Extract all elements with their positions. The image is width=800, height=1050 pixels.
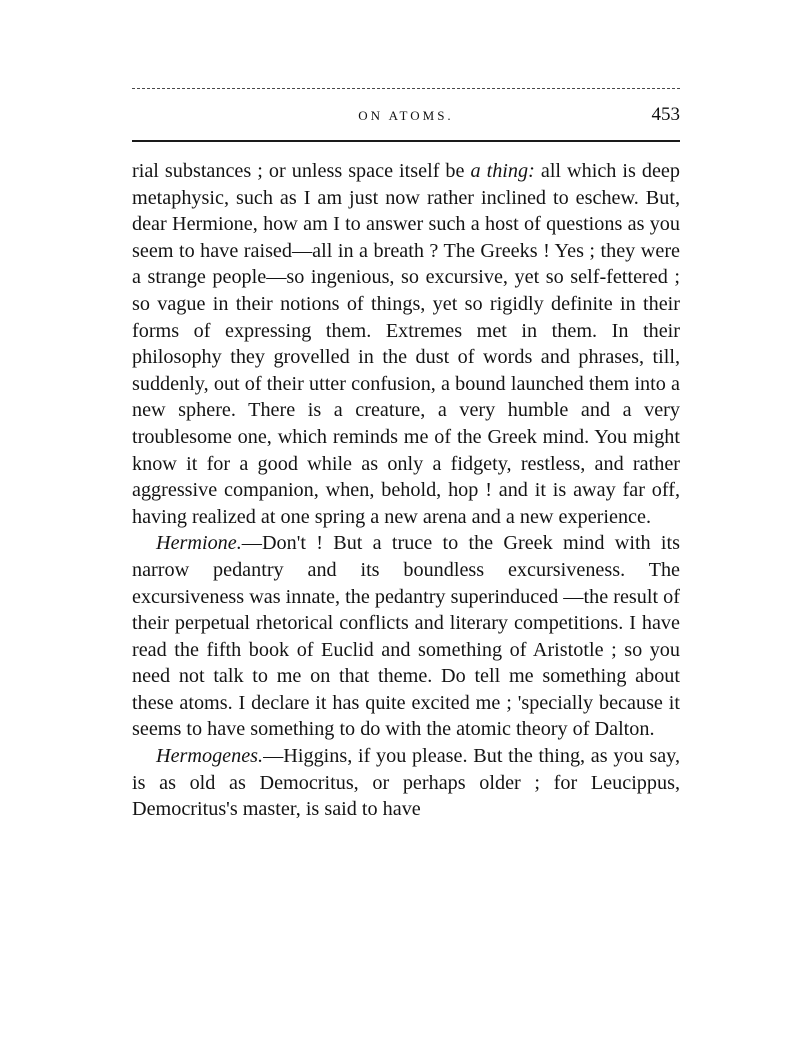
paragraph-3 bbox=[132, 743, 680, 823]
speaker-hermione: Hermione. bbox=[156, 532, 242, 555]
running-title: ON ATOMS. bbox=[358, 108, 454, 123]
page-number: 453 bbox=[651, 104, 680, 125]
body-text bbox=[132, 158, 680, 823]
running-head bbox=[132, 104, 680, 132]
paragraph-1 bbox=[132, 158, 680, 530]
paragraph-2 bbox=[132, 530, 680, 743]
paragraph-1-text-rest: all which is deep metaphysic, such as I am just now rather inclined to eschew. But, dear Hermione, how am I to answer such a host of questions as you seem to have raised—all in a breath ? The Greeks ! Yes ; they were a strange people—so ingenious, so excursive, yet so self-fettered ; so vague in their notions of things, yet so rigidly definite in their forms of expressing them. Extremes met in them. In their philosophy they grovelled in the dust of words and phrases, till, suddenly, out of their utter confusion, a bound launched them into a new sphere. There is a creature, a very humble and a very troublesome one, which reminds me of the Greek mind. You might know it for a good while as only a fidgety, restless, and rather aggressive companion, when, behold, hop ! and it is away far off, having realized at one spring a new arena and a new experience. bbox=[132, 160, 680, 528]
paragraph-3-text: —Higgins, if you please. But the thing, as you say, is as old as Democritus, or perhaps older ; for Leucippus, Democritus's master, is said to have bbox=[132, 745, 680, 821]
header-top-rule bbox=[132, 88, 680, 89]
paragraph-1-italic-phrase: a thing: bbox=[470, 160, 535, 182]
header-bottom-rule bbox=[132, 140, 680, 142]
paragraph-2-text: —Don't ! But a truce to the Greek mind with its narrow pedantry and its boundless excursiveness. The excursiveness was innate, the pedantry superinduced —the result of their perpetual rhetorical conflicts and literary competitions. I have read the fifth book of Euclid and something of Aristotle ; so you need not talk to me on that theme. Do tell me something about these atoms. I declare it has quite excited me ; 'specially because it seems to have something to do with the atomic theory of Dalton. bbox=[132, 532, 680, 741]
paragraph-1-text-start: rial substances ; or unless space itself be bbox=[132, 160, 471, 182]
speaker-hermogenes: Hermogenes. bbox=[156, 745, 264, 768]
